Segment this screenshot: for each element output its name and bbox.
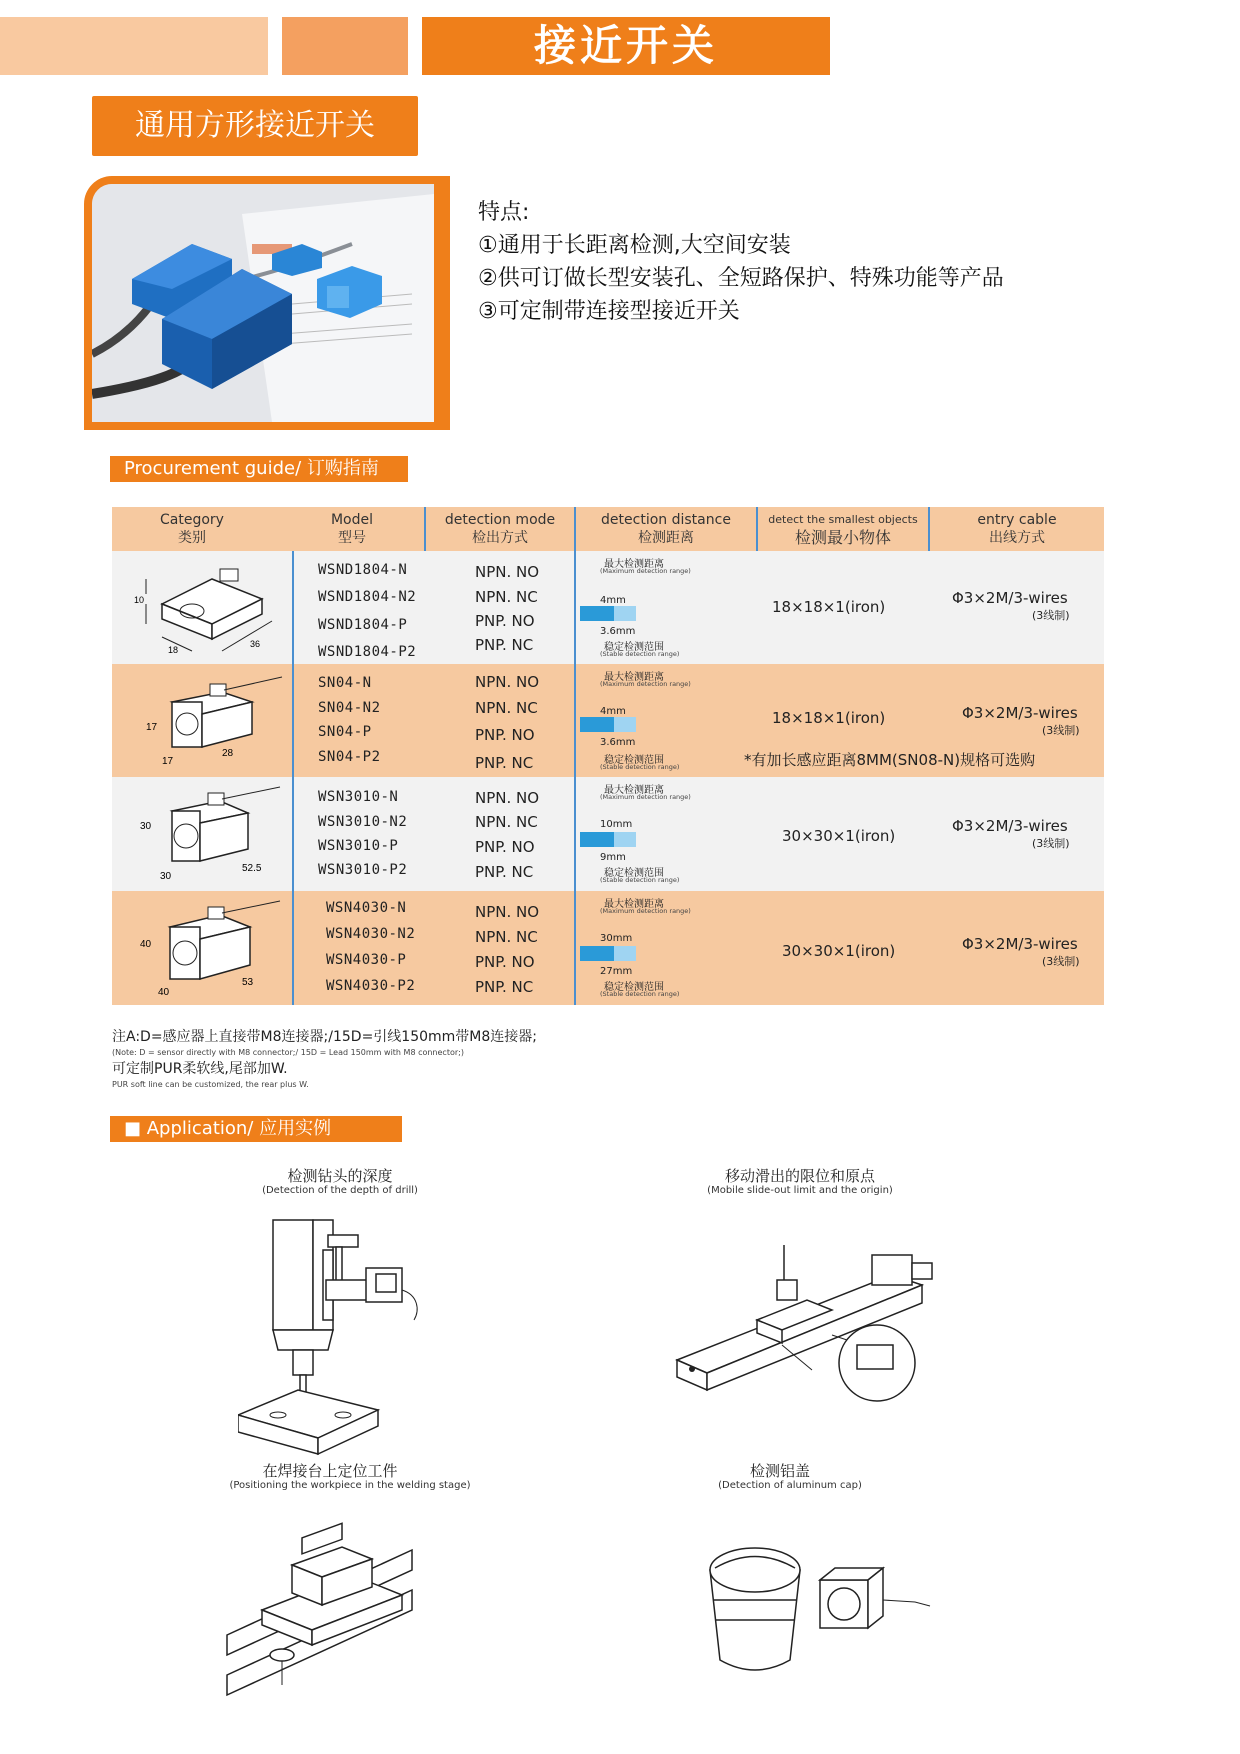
header-en: detection mode	[444, 512, 556, 528]
page-title: 接近开关	[422, 17, 830, 75]
table-row	[112, 891, 1104, 1005]
header-en: entry cable	[977, 512, 1057, 528]
row-divider	[574, 777, 576, 891]
cap-illustration	[700, 1510, 940, 1690]
max-distance: 4mm	[600, 595, 626, 606]
model-name: WSN3010-P2	[318, 862, 408, 878]
app-caption: 检测铝盖	[749, 1462, 810, 1480]
entry-cable: Φ3×2M/3-wires	[952, 589, 1068, 607]
smallest-object: 30×30×1(iron)	[782, 942, 896, 960]
max-range-label: 最大检测距离	[604, 899, 664, 910]
detection-mode: NPN. NC	[475, 813, 538, 831]
stable-range-label: 稳定检测范围	[604, 755, 664, 766]
note-line-2: 可定制PUR柔软线,尾部加W.	[112, 1061, 288, 1077]
app-caption: 检测钻头的深度	[287, 1167, 393, 1185]
dim-label: 30	[160, 871, 172, 882]
features-list	[478, 196, 1004, 328]
stable-distance: 3.6mm	[600, 626, 636, 637]
dim-label: 52.5	[242, 863, 262, 874]
app-caption-en: (Detection of the depth of drill)	[262, 1185, 418, 1196]
app-caption-en: (Mobile slide-out limit and the origin)	[707, 1185, 893, 1196]
feature-item: ③可定制带连接型接近开关	[478, 299, 740, 324]
dim-label: 28	[222, 748, 234, 759]
header-en: detection distance	[601, 512, 731, 528]
note-line-1-en: (Note: D = sensor directly with M8 connector;/ 15D = Lead 150mm with M8 connector;)	[112, 1048, 464, 1057]
distance-bar-light	[614, 832, 636, 847]
header-detection-mode	[426, 507, 574, 551]
sensor-drawing-2	[132, 672, 292, 772]
row-divider	[292, 664, 294, 777]
dim-label: 18	[168, 645, 179, 655]
header-detection-distance	[576, 507, 756, 551]
table-header	[112, 507, 1104, 551]
drill-illustration	[238, 1210, 438, 1460]
header-category	[112, 507, 272, 551]
smallest-object: 18×18×1(iron)	[772, 709, 886, 727]
stable-range-label-en: (Stable detection range)	[600, 876, 680, 884]
header-zh: 型号	[338, 530, 366, 546]
row-divider	[574, 664, 576, 777]
slide-illustration	[672, 1225, 952, 1415]
feature-item: ①通用于长距离检测,大空间安装	[478, 233, 791, 258]
procurement-guide-tag: Procurement guide/ 订购指南	[110, 456, 408, 482]
model-name: WSN3010-N	[318, 789, 399, 805]
entry-cable: Φ3×2M/3-wires	[952, 817, 1068, 835]
stable-range-label: 稳定检测范围	[604, 642, 664, 653]
stable-distance: 3.6mm	[600, 737, 636, 748]
extended-range-note: *有加长感应距离8MM(SN08-N)规格可选购	[744, 751, 1036, 769]
header-zh: 检测最小物体	[794, 528, 891, 547]
row-divider	[292, 777, 294, 891]
detection-mode: NPN. NC	[475, 699, 538, 717]
row-divider	[574, 551, 576, 664]
table-row	[112, 551, 1104, 664]
stable-distance: 27mm	[600, 966, 633, 977]
max-range-label: 最大检测距离	[604, 672, 664, 683]
entry-cable-sub: (3线制)	[1032, 837, 1070, 850]
model-name: WSND1804-P2	[318, 644, 417, 660]
detection-mode: NPN. NO	[475, 673, 540, 691]
max-range-label: 最大检测距离	[604, 559, 664, 570]
stable-range-label: 稳定检测范围	[604, 982, 664, 993]
max-range-label-en: (Maximum detection range)	[600, 567, 691, 575]
sensor-drawing-1	[132, 559, 292, 659]
detection-mode: PNP. NO	[475, 838, 535, 856]
smallest-object: 30×30×1(iron)	[782, 827, 896, 845]
model-name: WSN4030-P	[326, 952, 407, 968]
model-name: SN04-N2	[318, 700, 381, 716]
dim-label: 17	[146, 722, 158, 733]
dim-label: 17	[162, 756, 174, 767]
max-distance: 4mm	[600, 706, 626, 717]
max-distance: 10mm	[600, 819, 633, 830]
distance-bar-light	[614, 946, 636, 961]
application-tag: ■ Application/ 应用实例	[110, 1116, 402, 1142]
row-divider	[292, 891, 294, 1005]
header-zh: 出线方式	[989, 530, 1045, 546]
product-photo	[92, 184, 434, 422]
detection-mode: PNP. NC	[475, 754, 534, 772]
header-smallest-object	[758, 507, 928, 551]
app-caption: 移动滑出的限位和原点	[724, 1167, 875, 1185]
model-name: WSN4030-N	[326, 900, 407, 916]
dim-label: 30	[140, 821, 152, 832]
distance-bar	[580, 832, 614, 847]
entry-cable: Φ3×2M/3-wires	[962, 935, 1078, 953]
max-range-label-en: (Maximum detection range)	[600, 680, 691, 688]
app-caption-en: (Detection of aluminum cap)	[718, 1480, 862, 1491]
note-line-2-en: PUR soft line can be customized, the rear plus W.	[112, 1080, 309, 1089]
distance-bar	[580, 606, 614, 621]
model-name: WSND1804-P	[318, 617, 408, 633]
dim-label: 40	[140, 939, 152, 950]
model-name: WSN3010-P	[318, 838, 399, 854]
entry-cable-sub: (3线制)	[1032, 609, 1070, 622]
detection-mode: NPN. NC	[475, 928, 538, 946]
stable-range-label-en: (Stable detection range)	[600, 763, 680, 771]
sensor-drawing-3	[130, 783, 290, 887]
smallest-object: 18×18×1(iron)	[772, 598, 886, 616]
header-entry-cable	[930, 507, 1104, 551]
stable-range-label-en: (Stable detection range)	[600, 650, 680, 658]
model-name: WSN4030-N2	[326, 926, 416, 942]
header-deco-bar-1	[0, 17, 268, 75]
dim-label: 10	[134, 595, 145, 605]
detection-mode: NPN. NC	[475, 588, 538, 606]
dim-label: 40	[158, 987, 170, 998]
entry-cable-sub: (3线制)	[1042, 955, 1080, 968]
note-block	[112, 1029, 537, 1093]
distance-bar	[580, 717, 614, 732]
welding-illustration	[222, 1515, 442, 1705]
header-en: detect the smallest objects	[768, 513, 918, 526]
row-divider	[292, 551, 294, 664]
model-name: SN04-P2	[318, 749, 381, 765]
stable-distance: 9mm	[600, 852, 626, 863]
dim-label: 53	[242, 977, 254, 988]
header-zh: 类别	[178, 530, 206, 546]
model-name: SN04-N	[318, 675, 372, 691]
model-name: WSN4030-P2	[326, 978, 416, 994]
max-range-label-en: (Maximum detection range)	[600, 793, 691, 801]
entry-cable-sub: (3线制)	[1042, 724, 1080, 737]
section-subtitle: 通用方形接近开关	[92, 96, 418, 156]
entry-cable: Φ3×2M/3-wires	[962, 704, 1078, 722]
table-row	[112, 664, 1104, 777]
max-distance: 30mm	[600, 933, 633, 944]
header-deco-bar-2	[282, 17, 408, 75]
detection-mode: NPN. NO	[475, 789, 540, 807]
table-row	[112, 777, 1104, 891]
sensor-drawing-4	[130, 897, 290, 1001]
header-en: Model	[330, 512, 374, 528]
header-zh: 检测距离	[638, 530, 694, 546]
header-model	[272, 507, 432, 551]
detection-mode: PNP. NO	[475, 612, 535, 630]
note-line-1: 注A:D=感应器上直接带M8连接器;/15D=引线150mm带M8连接器;	[112, 1029, 538, 1045]
app-caption: 在焊接台上定位工件	[262, 1462, 398, 1480]
detection-mode: PNP. NC	[475, 978, 534, 996]
header-zh: 检出方式	[472, 530, 528, 546]
model-name: WSND1804-N	[318, 562, 408, 578]
model-name: WSN3010-N2	[318, 814, 408, 830]
features-heading: 特点:	[478, 200, 530, 225]
detection-mode: NPN. NO	[475, 563, 540, 581]
stable-range-label: 稳定检测范围	[604, 868, 664, 879]
model-name: SN04-P	[318, 724, 372, 740]
feature-item: ②供可订做长型安装孔、全短路保护、特殊功能等产品	[478, 266, 1004, 291]
distance-bar	[580, 946, 614, 961]
distance-bar-light	[614, 606, 636, 621]
header-en: Category	[160, 512, 224, 528]
max-range-label: 最大检测距离	[604, 785, 664, 796]
app-caption-en: (Positioning the workpiece in the welding stage)	[229, 1480, 471, 1491]
detection-mode: NPN. NO	[475, 903, 540, 921]
model-name: WSND1804-N2	[318, 589, 417, 605]
detection-mode: PNP. NC	[475, 863, 534, 881]
detection-mode: PNP. NO	[475, 726, 535, 744]
distance-bar-light	[614, 717, 636, 732]
row-divider	[574, 891, 576, 1005]
detection-mode: PNP. NC	[475, 636, 534, 654]
max-range-label-en: (Maximum detection range)	[600, 907, 691, 915]
detection-mode: PNP. NO	[475, 953, 535, 971]
dim-label: 36	[250, 639, 261, 649]
stable-range-label-en: (Stable detection range)	[600, 990, 680, 998]
